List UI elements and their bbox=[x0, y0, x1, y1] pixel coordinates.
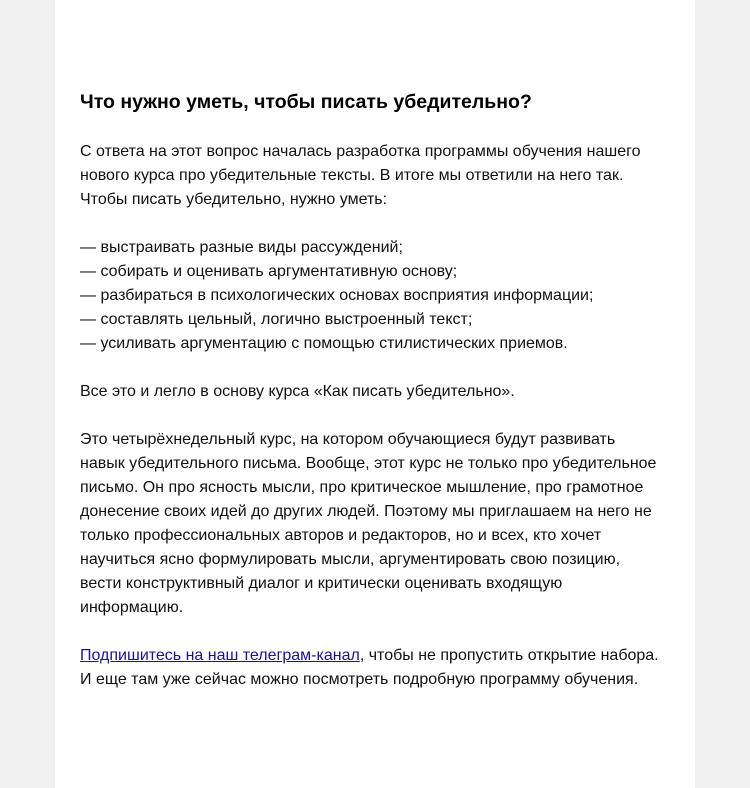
cta-text: , чтобы не пропустить открытие набора. bbox=[359, 647, 659, 664]
skill-item: — выстраивать разные виды рассуждений; bbox=[80, 239, 403, 256]
intro-line: С ответа на этот вопрос началась разработка программы обучения нашего bbox=[80, 143, 641, 160]
cta-second-line: И еще там уже сейчас можно посмотреть подробную программу обучения. bbox=[80, 671, 639, 688]
course-paragraph: Все это и легло в основу курса «Как писать убедительно». bbox=[80, 383, 515, 400]
article-title: Что нужно уметь, чтобы писать убедительно? bbox=[80, 91, 532, 113]
description-line: информацию. bbox=[80, 599, 184, 616]
description-line: Это четырёхнедельный курс, на котором обучающиеся будут развивать bbox=[80, 431, 616, 448]
skills-list bbox=[80, 236, 680, 356]
description-line: навык убедительного письма. Вообще, этот курс не только про убедительное bbox=[80, 455, 657, 472]
email-card bbox=[55, 0, 695, 788]
skill-item: — разбираться в психологических основах восприятия информации; bbox=[80, 287, 594, 304]
intro-line: Чтобы писать убедительно, нужно уметь: bbox=[80, 191, 388, 208]
description-line: вести конструктивный диалог и критически оценивать входящую bbox=[80, 575, 563, 592]
article-body bbox=[80, 89, 680, 692]
description-line: научиться ясно формулировать мысли, аргументировать свою позицию, bbox=[80, 551, 621, 568]
intro-line: нового курса про убедительные тексты. В итоге мы ответили на него так. bbox=[80, 167, 624, 184]
skill-item: — составлять цельный, логично выстроенный текст; bbox=[80, 311, 473, 328]
description-line: только профессиональных авторов и редакторов, но и всех, кто хочет bbox=[80, 527, 602, 544]
description-line: донесение своих идей до других людей. Поэтому мы приглашаем на него не bbox=[80, 503, 652, 520]
cta-paragraph bbox=[80, 644, 680, 692]
skill-item: — собирать и оценивать аргументативную основу; bbox=[80, 263, 458, 280]
description-line: письмо. Он про ясность мысли, про критическое мышление, про грамотное bbox=[80, 479, 644, 496]
telegram-channel-link[interactable]: Подпишитесь на наш телеграм-канал bbox=[80, 647, 360, 664]
intro-paragraph bbox=[80, 140, 680, 212]
skill-item: — усиливать аргументацию с помощью стилистических приемов. bbox=[80, 335, 568, 352]
description-paragraph bbox=[80, 428, 680, 620]
